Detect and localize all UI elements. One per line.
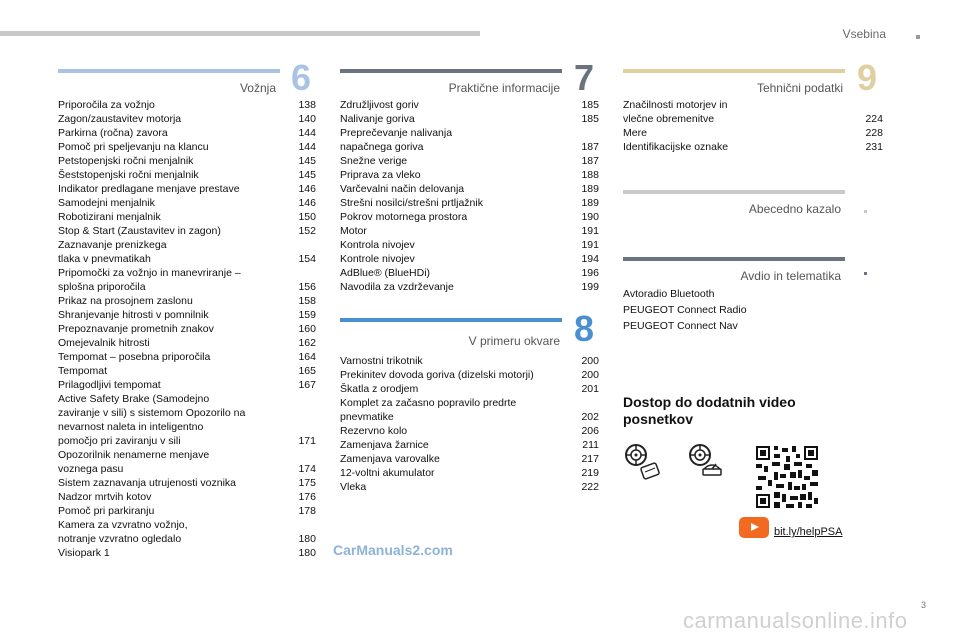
- toc-entry-title: Zagon/zaustavitev motorja: [58, 113, 182, 125]
- toc-entry-title: Varčevalni način delovanja: [340, 183, 465, 195]
- toc-entry-page: 156: [298, 281, 316, 293]
- toc-entry-page: 176: [298, 491, 316, 503]
- toc-entry-page: 202: [581, 411, 599, 423]
- toc-entry-title: 12-voltni akumulator: [340, 467, 435, 479]
- toc-entry-page: 185: [581, 113, 599, 125]
- toc-entry-page: 152: [298, 225, 316, 237]
- toc-entry-title: Parkirna (ročna) zavora: [58, 127, 168, 139]
- section-title: Abecedno kazalo: [748, 202, 841, 216]
- toc-entry-title: Združljivost goriv: [340, 99, 419, 111]
- section-number: 8: [574, 308, 595, 349]
- toc-entry-title: Nalivanje goriva: [340, 113, 415, 125]
- toc-entry[interactable]: [340, 466, 599, 480]
- audio-entry[interactable]: Avtoradio Bluetooth: [623, 288, 715, 300]
- toc-entry[interactable]: [58, 294, 316, 308]
- video-link[interactable]: bit.ly/helpPSA: [774, 526, 843, 538]
- section-marker: [864, 272, 867, 275]
- toc-list-audio: [623, 286, 843, 334]
- page-number: 3: [921, 600, 927, 610]
- toc-entry[interactable]: [623, 140, 883, 154]
- toc-entry-page: 200: [581, 369, 599, 381]
- toc-entry-page: 188: [581, 169, 599, 181]
- toc-entry-page: 206: [581, 425, 599, 437]
- section-title: Avdio in telematika: [740, 269, 841, 283]
- toc-entry-title: Pokrov motornega prostora: [340, 211, 468, 223]
- toc-entry-page: 180: [298, 533, 316, 545]
- toc-entry[interactable]: [340, 196, 599, 210]
- toc-entry-title: Priporočila za vožnjo: [58, 99, 155, 111]
- toc-entry-title: Rezervno kolo: [340, 425, 408, 437]
- qr-code[interactable]: [756, 446, 818, 508]
- toc-entry[interactable]: [58, 98, 316, 112]
- toc-entry-title: Pomoč pri speljevanju na klancu: [58, 141, 209, 153]
- toc-entry-page: 187: [581, 141, 599, 153]
- toc-entry-title: Indikator predlagane menjave prestave: [58, 183, 240, 195]
- toc-entry-title: Prilagodljivi tempomat: [58, 379, 161, 391]
- toc-entry-title: Strešni nosilci/strešni prtljažnik: [340, 197, 483, 209]
- video-play-icon[interactable]: [739, 517, 769, 538]
- toc-entry-page: 196: [581, 267, 599, 279]
- toc-entry-page: 175: [298, 477, 316, 489]
- toc-entry-title: Priprava za vleko: [340, 169, 421, 181]
- toc-entry[interactable]: [58, 308, 316, 322]
- section-index: [623, 190, 845, 220]
- toc-entry[interactable]: [58, 490, 316, 504]
- toc-entry-page: 162: [298, 337, 316, 349]
- toc-entry[interactable]: [58, 196, 316, 210]
- toc-entry-title: Snežne verige: [340, 155, 408, 167]
- toc-entry[interactable]: [58, 350, 316, 364]
- toc-entry-page: 145: [298, 169, 316, 181]
- toc-entry-title: Navodila za vzdrževanje: [340, 281, 454, 293]
- toc-entry[interactable]: [340, 280, 599, 294]
- play-triangle-icon: [751, 523, 759, 531]
- tyre-repair-kit-icon: [624, 443, 664, 483]
- toc-entry[interactable]: [340, 438, 599, 452]
- section-bar: [58, 69, 280, 73]
- toc-entry[interactable]: [58, 224, 316, 238]
- toc-entry-page: 189: [581, 183, 599, 195]
- toc-entry-page: 178: [298, 505, 316, 517]
- toc-entry-title: Pripomočki za vožnjo in manevriranje – splošna priporočila: [58, 267, 241, 293]
- toc-entry[interactable]: [623, 98, 883, 126]
- toc-entry-title: Značilnosti motorjev in vlečne obremenitve: [623, 99, 728, 125]
- toc-entry-title: Kontrola nivojev: [340, 239, 415, 251]
- toc-entry-title: Zamenjava varovalke: [340, 453, 440, 465]
- toc-entry-title: Kontrole nivojev: [340, 253, 415, 265]
- section-title: Vožnja: [239, 81, 276, 95]
- toc-entry[interactable]: [340, 168, 599, 182]
- toc-entry-title: Prepoznavanje prometnih znakov: [58, 323, 214, 335]
- section-title: Tehnični podatki: [756, 81, 843, 95]
- section-audio: [623, 257, 845, 287]
- section-bar: [623, 190, 845, 194]
- toc-entry-page: 194: [581, 253, 599, 265]
- toc-entry[interactable]: [340, 126, 599, 154]
- toc-entry[interactable]: [340, 480, 599, 494]
- watermark-left: CarManuals2.com: [333, 542, 453, 558]
- toc-entry-title: Škatla z orodjem: [340, 383, 419, 395]
- audio-entry[interactable]: PEUGEOT Connect Nav: [623, 320, 738, 332]
- toc-entry-title: Samodejni menjalnik: [58, 197, 155, 209]
- section-number: 7: [574, 57, 595, 98]
- toc-entry-page: 144: [298, 127, 316, 139]
- toc-entry-page: 138: [298, 99, 316, 111]
- page-header-title: Vsebina: [842, 27, 886, 41]
- toc-entry-page: 154: [298, 253, 316, 265]
- toc-entry-title: Tempomat – posebna priporočila: [58, 351, 211, 363]
- toc-entry-page: 191: [581, 225, 599, 237]
- header-bar: [0, 31, 480, 36]
- toc-entry[interactable]: [58, 504, 316, 518]
- toc-entry-page: 228: [865, 127, 883, 139]
- toc-entry-title: Tempomat: [58, 365, 108, 377]
- toc-entry[interactable]: [58, 238, 316, 266]
- header-marker: [916, 35, 920, 39]
- toc-entry-page: 191: [581, 239, 599, 251]
- section-driving: [58, 69, 280, 99]
- tyre-pressure-icon: [688, 443, 728, 483]
- toc-entry-title: Mere: [623, 127, 647, 139]
- toc-entry-title: Identifikacijske oznake: [623, 141, 729, 153]
- toc-entry-page: 171: [298, 435, 316, 447]
- toc-entry-title: AdBlue® (BlueHDi): [340, 267, 431, 279]
- toc-entry[interactable]: [58, 140, 316, 154]
- toc-entry[interactable]: [58, 322, 316, 336]
- toc-entry-title: Šeststopenjski ročni menjalnik: [58, 169, 199, 181]
- toc-entry[interactable]: [58, 210, 316, 224]
- video-section-title: Dostop do dodatnih video posnetkov: [623, 394, 796, 427]
- toc-entry-page: 159: [298, 309, 316, 321]
- toc-entry[interactable]: [58, 364, 316, 378]
- toc-entry-page: 219: [581, 467, 599, 479]
- toc-entry-page: 160: [298, 323, 316, 335]
- toc-entry-page: 167: [298, 379, 316, 391]
- toc-entry[interactable]: [340, 112, 599, 126]
- toc-entry-page: 158: [298, 295, 316, 307]
- toc-entry[interactable]: [340, 252, 599, 266]
- section-title: Praktične informacije: [448, 81, 560, 95]
- toc-entry-title: Opozorilnik nenamerne menjave voznega pasu: [58, 449, 210, 475]
- toc-entry-title: Prikaz na prosojnem zaslonu: [58, 295, 193, 307]
- toc-entry[interactable]: [58, 126, 316, 140]
- toc-entry[interactable]: [340, 238, 599, 252]
- toc-entry[interactable]: [58, 448, 316, 476]
- toc-entry[interactable]: [58, 336, 316, 350]
- toc-entry-page: 187: [581, 155, 599, 167]
- toc-entry-title: Motor: [340, 225, 367, 237]
- toc-entry-page: 145: [298, 155, 316, 167]
- toc-entry[interactable]: [58, 546, 316, 560]
- toc-entry[interactable]: [340, 396, 599, 424]
- toc-entry[interactable]: [58, 392, 316, 448]
- section-number: 6: [291, 57, 312, 98]
- toc-entry-title: Zaznavanje prenizkega tlaka v pnevmatikah: [58, 239, 167, 265]
- toc-entry-page: 199: [581, 281, 599, 293]
- toc-entry[interactable]: [623, 126, 883, 140]
- toc-entry-page: 217: [581, 453, 599, 465]
- toc-entry-title: Nadzor mrtvih kotov: [58, 491, 152, 503]
- section-marker: [864, 210, 867, 213]
- section-technical: [623, 69, 845, 99]
- toc-list-driving: [58, 98, 316, 560]
- toc-entry[interactable]: [340, 452, 599, 466]
- toc-entry-page: 146: [298, 183, 316, 195]
- toc-entry[interactable]: [58, 168, 316, 182]
- toc-entry-title: Stop & Start (Zaustavitev in zagon): [58, 225, 221, 237]
- toc-entry-page: 180: [298, 547, 316, 559]
- toc-entry[interactable]: [58, 518, 316, 546]
- toc-entry-page: 140: [298, 113, 316, 125]
- toc-entry-page: 211: [582, 439, 599, 451]
- toc-entry-title: Zamenjava žarnice: [340, 439, 429, 451]
- toc-list-practical: [340, 98, 599, 294]
- toc-entry-title: Active Safety Brake (Samodejno zaviranje v sili) s sistemom Opozorilo na nevarnost naleta in inteligentno pomočjo pri zaviranju v sili: [58, 393, 246, 447]
- toc-entry-page: 222: [581, 481, 599, 493]
- toc-entry[interactable]: [340, 154, 599, 168]
- toc-entry-page: 185: [581, 99, 599, 111]
- toc-entry-title: Shranjevanje hitrosti v pomnilnik: [58, 309, 209, 321]
- toc-entry-title: Pomoč pri parkiranju: [58, 505, 155, 517]
- toc-entry[interactable]: [340, 424, 599, 438]
- toc-entry-title: Visiopark 1: [58, 547, 110, 559]
- toc-entry[interactable]: [340, 98, 599, 112]
- toc-entry[interactable]: [340, 382, 599, 396]
- watermark-right: carmanualsonline.info: [683, 608, 908, 633]
- section-number: 9: [857, 57, 878, 98]
- toc-entry-page: 165: [298, 365, 316, 377]
- section-bar: [340, 318, 562, 322]
- section-practical: [340, 69, 562, 99]
- toc-entry[interactable]: [340, 368, 599, 382]
- toc-entry[interactable]: [58, 112, 316, 126]
- toc-entry[interactable]: [340, 354, 599, 368]
- toc-entry-title: Komplet za začasno popravilo predrte pnevmatike: [340, 397, 517, 423]
- toc-entry-title: Preprečevanje nalivanja napačnega goriva: [340, 127, 453, 153]
- section-breakdown: [340, 318, 562, 348]
- toc-entry[interactable]: [340, 182, 599, 196]
- toc-entry[interactable]: [58, 182, 316, 196]
- toc-entry[interactable]: [58, 378, 316, 392]
- toc-list-breakdown: [340, 354, 599, 494]
- toc-entry-page: 144: [298, 141, 316, 153]
- toc-entry-title: Prekinitev dovoda goriva (dizelski motorji): [340, 369, 534, 381]
- toc-entry-title: Omejevalnik hitrosti: [58, 337, 150, 349]
- section-bar: [340, 69, 562, 73]
- toc-entry-page: 201: [581, 383, 599, 395]
- toc-list-technical: [623, 98, 883, 154]
- toc-entry-page: 189: [581, 197, 599, 209]
- toc-entry[interactable]: [340, 224, 599, 238]
- toc-entry-page: 231: [865, 141, 883, 153]
- section-bar: [623, 69, 845, 73]
- toc-entry-title: Vleka: [340, 481, 367, 493]
- toc-entry-page: 174: [298, 463, 316, 475]
- section-bar: [623, 257, 845, 261]
- toc-entry-title: Varnostni trikotnik: [340, 355, 423, 367]
- toc-entry-title: Kamera za vzvratno vožnjo, notranje vzvratno ogledalo: [58, 519, 188, 545]
- toc-entry-page: 150: [298, 211, 316, 223]
- toc-entry[interactable]: [340, 266, 599, 280]
- toc-entry[interactable]: [58, 154, 316, 168]
- section-title: V primeru okvare: [468, 334, 560, 348]
- toc-entry-page: 164: [298, 351, 316, 363]
- toc-entry-page: 146: [298, 197, 316, 209]
- toc-entry-page: 224: [865, 113, 883, 125]
- audio-entry[interactable]: PEUGEOT Connect Radio: [623, 304, 747, 316]
- toc-entry-title: Robotizirani menjalnik: [58, 211, 161, 223]
- toc-entry-title: Sistem zaznavanja utrujenosti voznika: [58, 477, 237, 489]
- toc-entry[interactable]: [58, 266, 316, 294]
- toc-entry[interactable]: [58, 476, 316, 490]
- toc-entry-page: 200: [581, 355, 599, 367]
- toc-entry[interactable]: [340, 210, 599, 224]
- toc-entry-title: Petstopenjski ročni menjalnik: [58, 155, 194, 167]
- toc-entry-page: 190: [581, 211, 599, 223]
